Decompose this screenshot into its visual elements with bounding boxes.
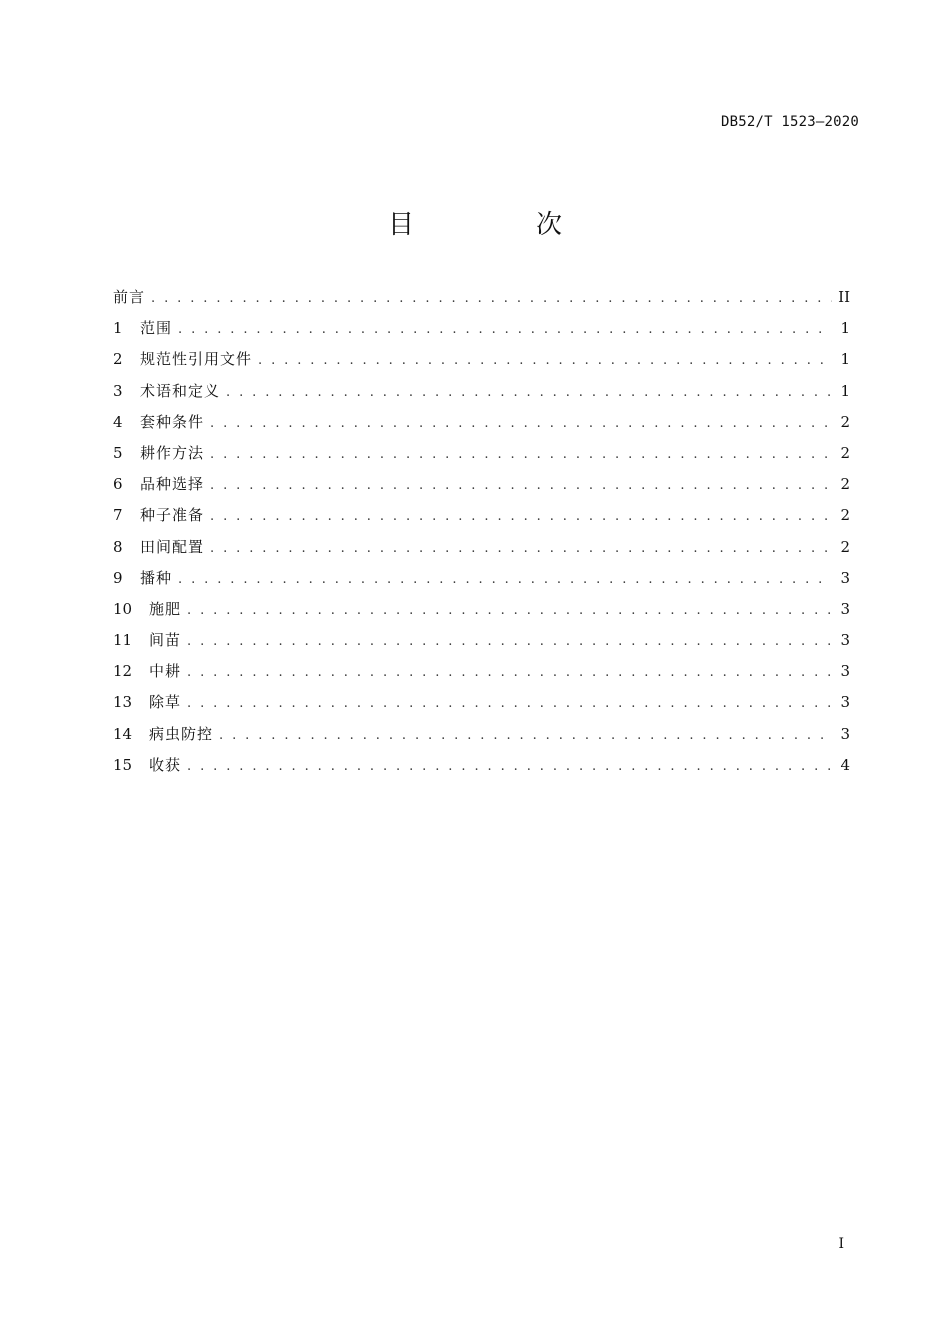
toc-dot-leader (210, 536, 832, 562)
toc-entry-label: 种子准备 (140, 506, 205, 525)
toc-entry-page: 2 (840, 475, 850, 494)
toc-dot-leader (187, 660, 832, 686)
toc-entry-page: 4 (840, 755, 850, 774)
toc-entry-label: 施肥 (149, 599, 182, 618)
toc-entry-page: 3 (840, 568, 850, 587)
toc-entry-number: 10 (113, 599, 133, 618)
toc-dot-leader (187, 598, 832, 624)
toc-entry-7[interactable] (113, 502, 850, 533)
toc-entry-11[interactable] (113, 627, 850, 658)
toc-entry-page: 3 (840, 724, 850, 743)
standard-code: DB52/T 1523—2020 (720, 114, 859, 130)
toc-entry-label: 田间配置 (140, 537, 205, 556)
toc-entry-page: 1 (840, 350, 850, 369)
toc-entry-number: 15 (113, 755, 133, 774)
toc-entry-page: 3 (840, 662, 850, 681)
toc-entry-label: 播种 (140, 568, 173, 587)
toc-entry-number: 9 (113, 568, 123, 587)
toc-entry-label: 术语和定义 (140, 381, 221, 400)
toc-entry-13[interactable] (113, 689, 850, 720)
toc-entry-label: 范围 (140, 319, 173, 338)
toc-entry-label: 中耕 (149, 662, 182, 681)
toc-entry-number: 11 (113, 631, 133, 650)
toc-dot-leader (178, 567, 832, 593)
toc-entry-page: 2 (840, 443, 850, 462)
toc-entry-number: 8 (113, 537, 123, 556)
toc-entry-page: 3 (840, 631, 850, 650)
toc-entry-12[interactable] (113, 658, 850, 689)
toc-entry-number: 1 (113, 319, 123, 338)
toc-entry-2[interactable] (113, 346, 850, 377)
toc-entry-10[interactable] (113, 596, 850, 627)
toc-entry-4[interactable] (113, 409, 850, 440)
toc-entry-number: 13 (113, 693, 133, 712)
toc-dot-leader (187, 691, 832, 717)
toc-entry-3[interactable] (113, 378, 850, 409)
toc-entry-8[interactable] (113, 534, 850, 565)
toc-entry-page: 1 (840, 319, 850, 338)
toc-dot-leader (210, 504, 832, 530)
toc-entry-page: 3 (840, 599, 850, 618)
toc-entry-number: 12 (113, 662, 133, 681)
toc-entry-6[interactable] (113, 471, 850, 502)
toc-entry-label: 耕作方法 (140, 443, 205, 462)
toc-dot-leader (178, 317, 832, 343)
toc-entry-label: 病虫防控 (149, 724, 214, 743)
toc-entry-number: 4 (113, 412, 123, 431)
toc-entry-label: 品种选择 (140, 475, 205, 494)
toc-entry-label: 收获 (149, 755, 182, 774)
toc-entry-foreword[interactable] (113, 284, 850, 315)
toc-entry-15[interactable] (113, 752, 850, 783)
toc-entry-page: 2 (840, 537, 850, 556)
toc-entry-page: 2 (840, 506, 850, 525)
toc-dot-leader (187, 754, 832, 780)
toc-entry-number: 3 (113, 381, 123, 400)
toc-dot-leader (151, 286, 832, 312)
toc-entry-page: 2 (840, 412, 850, 431)
toc-entry-number: 6 (113, 475, 123, 494)
toc-entry-page: 1 (840, 381, 850, 400)
toc-entry-number: 7 (113, 506, 123, 525)
toc-dot-leader (210, 411, 832, 437)
toc-dot-leader (210, 442, 832, 468)
toc-entry-number: 2 (113, 350, 123, 369)
toc-entry-page: II (838, 288, 850, 306)
toc-entry-label: 套种条件 (140, 412, 205, 431)
toc-dot-leader (258, 348, 832, 374)
toc-dot-leader (219, 723, 832, 749)
toc-dot-leader (210, 473, 832, 499)
toc-entry-label: 间苗 (149, 631, 182, 650)
table-of-contents (113, 284, 850, 783)
toc-entry-label: 前言 (113, 288, 146, 306)
toc-entry-5[interactable] (113, 440, 850, 471)
toc-entry-1[interactable] (113, 315, 850, 346)
toc-entry-label: 除草 (149, 693, 182, 712)
toc-entry-label: 规范性引用文件 (140, 350, 253, 369)
toc-entry-number: 14 (113, 724, 133, 743)
toc-entry-number: 5 (113, 443, 123, 462)
toc-entry-page: 3 (840, 693, 850, 712)
page-number: I (838, 1236, 844, 1252)
toc-title: 目 次 (387, 210, 610, 240)
toc-dot-leader (226, 380, 832, 406)
toc-entry-9[interactable] (113, 565, 850, 596)
toc-entry-14[interactable] (113, 721, 850, 752)
toc-dot-leader (187, 629, 832, 655)
